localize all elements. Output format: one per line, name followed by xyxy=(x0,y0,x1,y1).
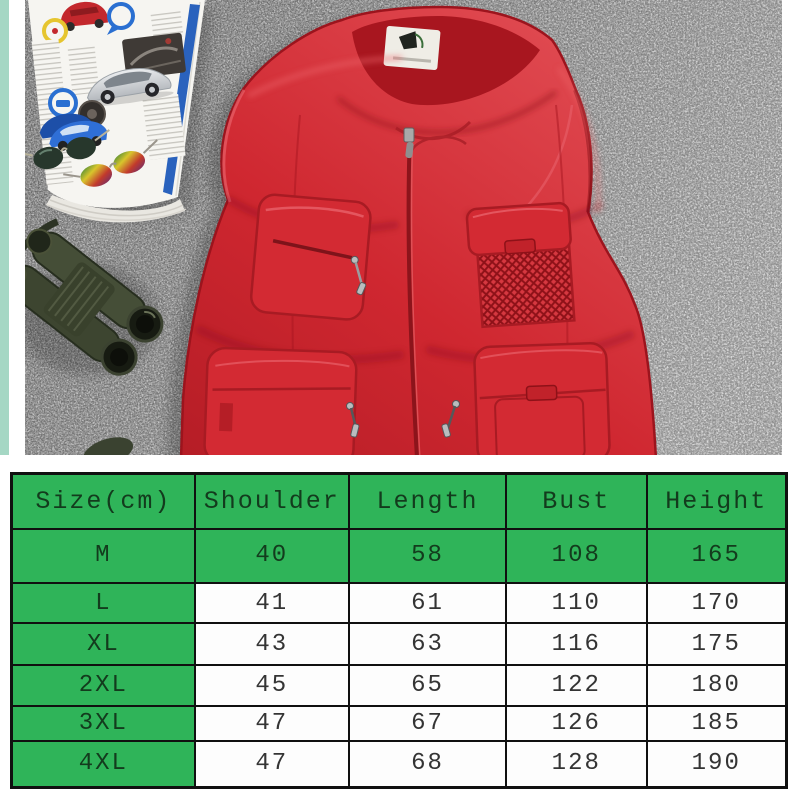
cell-4xl-shoulder: 47 xyxy=(196,742,348,786)
vest-lower-pocket-left xyxy=(204,347,357,459)
cell-2xl-size: 2XL xyxy=(13,666,194,705)
header-cell-size: Size(cm) xyxy=(13,475,194,528)
header-cell-length: Length xyxy=(350,475,505,528)
cell-xl-height: 175 xyxy=(648,624,785,664)
cell-4xl-length: 68 xyxy=(350,742,505,786)
header-cell-shoulder: Shoulder xyxy=(196,475,348,528)
cell-3xl-shoulder: 47 xyxy=(196,707,348,740)
cell-4xl-size: 4XL xyxy=(13,742,194,786)
vest-lower-pocket-right xyxy=(474,343,610,459)
size-chart-section xyxy=(0,459,800,800)
cell-3xl-size: 3XL xyxy=(13,707,194,740)
header-cell-bust: Bust xyxy=(507,475,645,528)
vest-collar-tag xyxy=(383,26,440,71)
cell-2xl-length: 65 xyxy=(350,666,505,705)
size-chart-table xyxy=(10,472,788,789)
cell-3xl-height: 185 xyxy=(648,707,785,740)
cell-m-height: 165 xyxy=(648,530,785,582)
cell-m-shoulder: 40 xyxy=(196,530,348,582)
cell-l-height: 170 xyxy=(648,584,785,623)
cell-xl-length: 63 xyxy=(350,624,505,664)
cell-xl-shoulder: 43 xyxy=(196,624,348,664)
cell-l-size: L xyxy=(13,584,194,623)
cell-2xl-shoulder: 45 xyxy=(196,666,348,705)
magazine-blue-badge xyxy=(109,4,133,28)
cell-3xl-length: 67 xyxy=(350,707,505,740)
cell-l-bust: 110 xyxy=(507,584,645,623)
cell-xl-size: XL xyxy=(13,624,194,664)
cell-l-shoulder: 41 xyxy=(196,584,348,623)
cell-m-bust: 108 xyxy=(507,530,645,582)
vest-mesh-pocket-right xyxy=(466,203,576,328)
cell-l-length: 61 xyxy=(350,584,505,623)
header-cell-height: Height xyxy=(648,475,785,528)
cell-m-size: M xyxy=(13,530,194,582)
left-teal-strip xyxy=(0,0,9,455)
cell-2xl-bust: 122 xyxy=(507,666,645,705)
cell-xl-bust: 116 xyxy=(507,624,645,664)
cell-m-length: 58 xyxy=(350,530,505,582)
cell-4xl-bust: 128 xyxy=(507,742,645,786)
cell-4xl-height: 190 xyxy=(648,742,785,786)
cell-3xl-bust: 126 xyxy=(507,707,645,740)
vest-chest-pocket-left xyxy=(250,193,374,320)
cell-2xl-height: 180 xyxy=(648,666,785,705)
vest-red-tab xyxy=(219,403,233,431)
